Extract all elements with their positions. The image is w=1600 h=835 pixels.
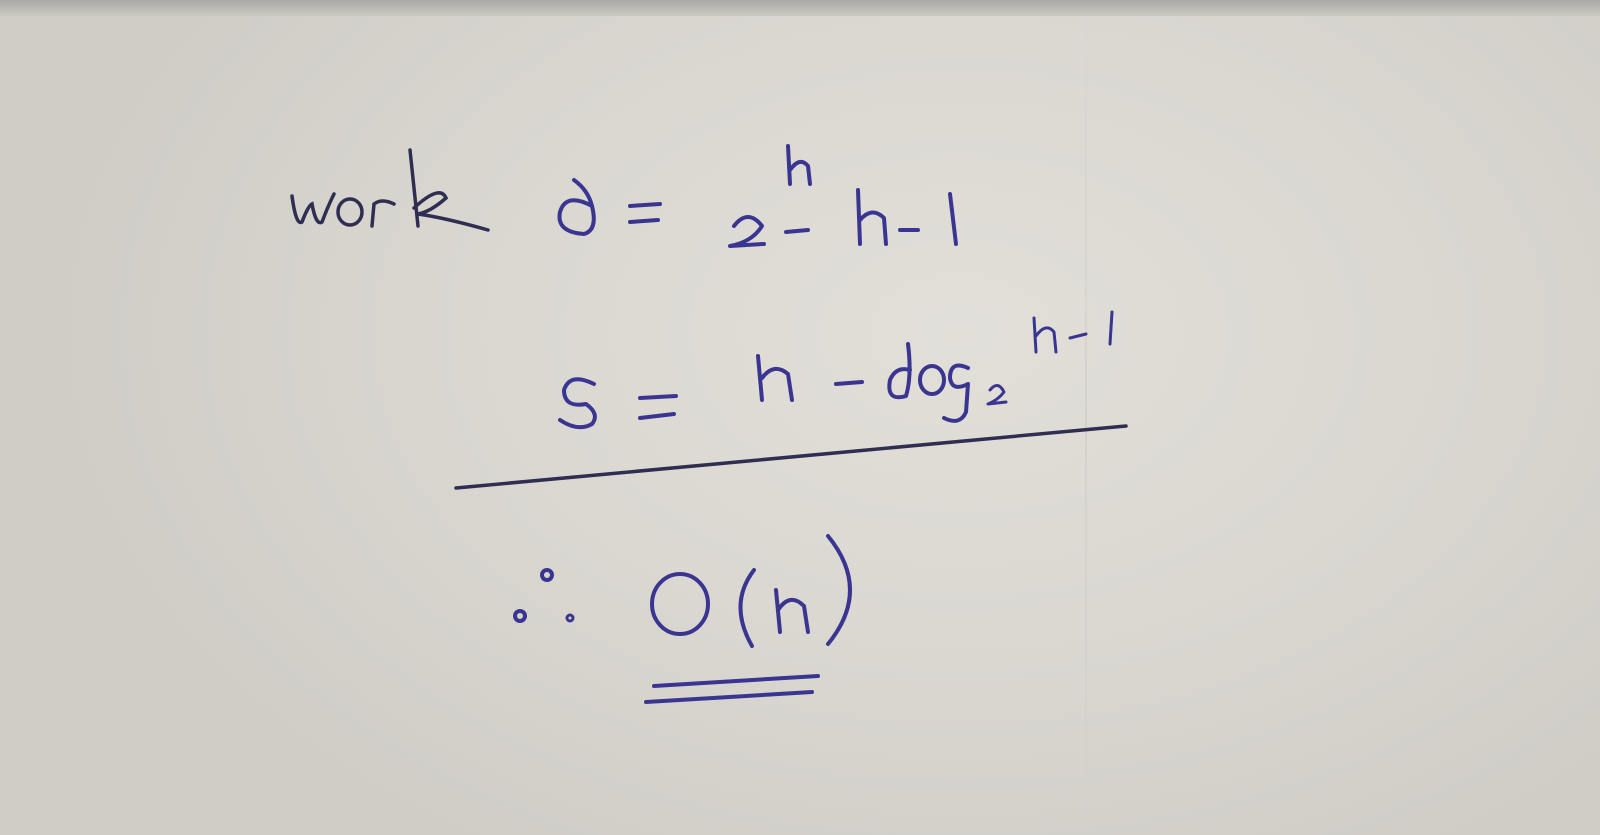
- divider-line: [456, 426, 1126, 488]
- line2-rhs: [758, 312, 1112, 421]
- svg-text:∴: ∴: [520, 616, 521, 617]
- svg-text:=: =: [640, 418, 641, 419]
- line2-lhs-s: [560, 379, 595, 427]
- line1-equals: [630, 204, 660, 223]
- result-big-o: [650, 536, 850, 646]
- svg-text:=: =: [630, 222, 631, 223]
- svg-text:n - log₂ⁿ - 1: n - log₂ⁿ - 1: [758, 400, 764, 401]
- line1-rhs: [730, 146, 956, 246]
- svg-text:s: s: [560, 420, 561, 421]
- therefore-symbol: [515, 570, 573, 621]
- result-double-underline: [646, 676, 818, 702]
- svg-text:O(n): O(n): [650, 640, 653, 641]
- svg-text:work: work: [290, 230, 293, 231]
- line1-lhs-s: [560, 180, 594, 234]
- line2-equals: [640, 396, 676, 419]
- svg-text:2ⁿ - n - 1: 2ⁿ - n - 1: [734, 244, 739, 245]
- svg-text:s: s: [560, 230, 561, 231]
- line1-label-work: [290, 150, 488, 231]
